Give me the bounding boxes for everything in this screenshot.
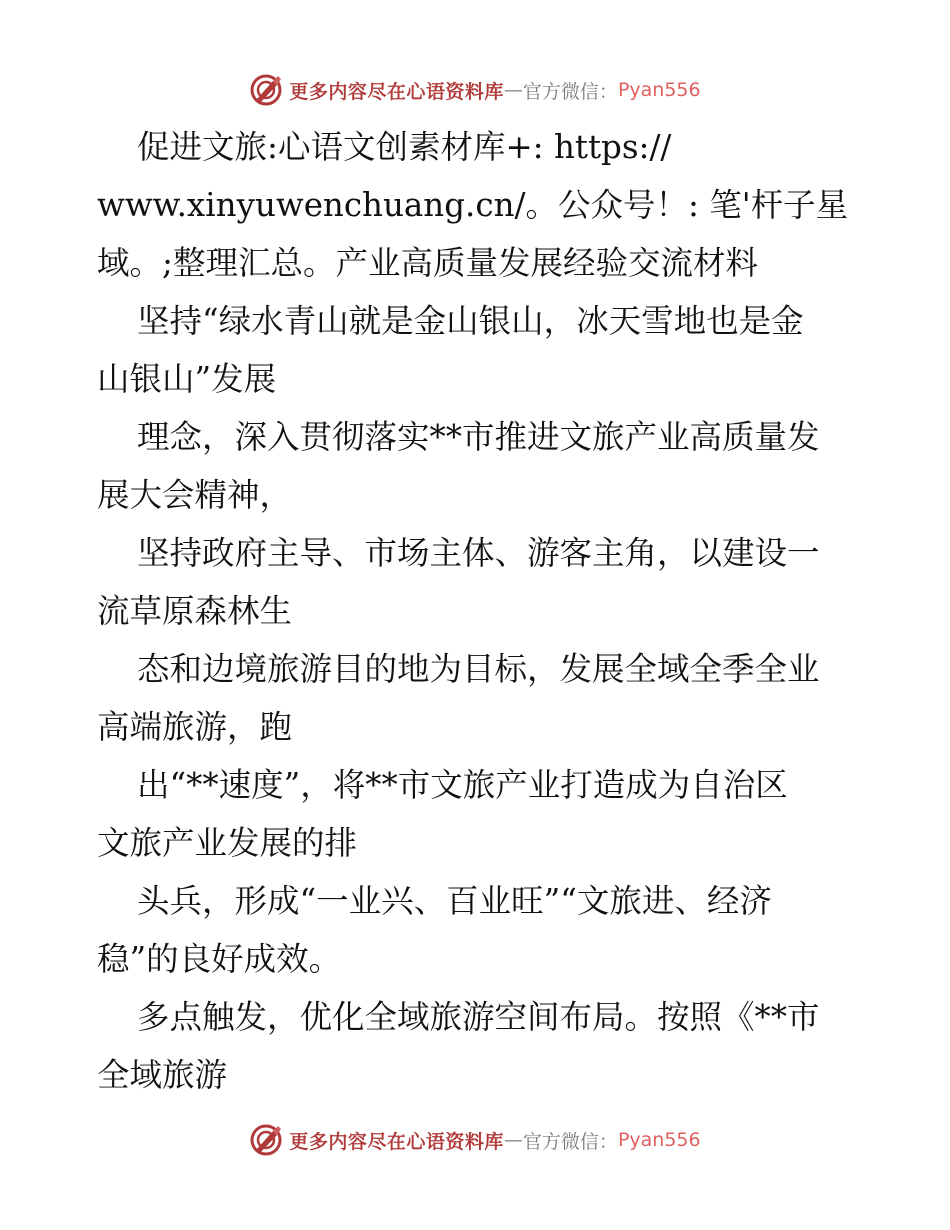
text-line: www.xinyuwenchuang.cn/。公众号！: 笔'杆子星 (97, 186, 849, 224)
body-text (97, 118, 857, 1104)
banner-wechat-account: Pyan556 (617, 1129, 701, 1151)
text-line: 理念，深入贯彻落实**市推进文旅产业高质量发 (137, 418, 820, 456)
text-line: 促进文旅:心语文创素材库+: https:// (137, 128, 672, 166)
text-line: 态和边境旅游目的地为目标，发展全域全季全业 (137, 650, 820, 688)
banner-dash: — (503, 1129, 523, 1151)
text-line: 高端旅游，跑 (97, 708, 293, 746)
text-line: 域。;整理汇总。产业高质量发展经验交流材料 (97, 244, 758, 282)
text-line: 坚持“绿水青山就是金山银山，冰天雪地也是金 (137, 302, 804, 340)
text-line: 稳”的良好成效。 (97, 940, 342, 978)
text-line: 展大会精神， (97, 476, 293, 514)
banner-wechat-account: Pyan556 (617, 79, 701, 101)
text-line: 多点触发，优化全域旅游空间布局。按照《**市 (137, 998, 820, 1036)
text-line: 全域旅游 (97, 1056, 228, 1094)
text-line: 流草原森林生 (97, 592, 293, 630)
header-banner (0, 70, 950, 110)
banner-slogan: 更多内容尽在心语资料库 (289, 1130, 504, 1153)
banner-wechat-label: 官方微信： (522, 80, 618, 103)
footer-banner (0, 1120, 950, 1160)
banner-wechat-label: 官方微信： (522, 1130, 618, 1153)
text-line: 出“**速度”，将**市文旅产业打造成为自治区 (137, 766, 788, 804)
text-line: 坚持政府主导、市场主体、游客主角，以建设一 (137, 534, 820, 572)
pen-logo-icon (249, 73, 283, 107)
banner-slogan: 更多内容尽在心语资料库 (289, 80, 504, 103)
text-line: 山银山”发展 (97, 360, 277, 398)
banner-dash: — (503, 79, 523, 101)
pen-logo-icon (249, 1123, 283, 1157)
text-line: 文旅产业发展的排 (97, 824, 358, 862)
text-line: 头兵，形成“一业兴、百业旺”“文旅进、经济 (137, 882, 772, 920)
